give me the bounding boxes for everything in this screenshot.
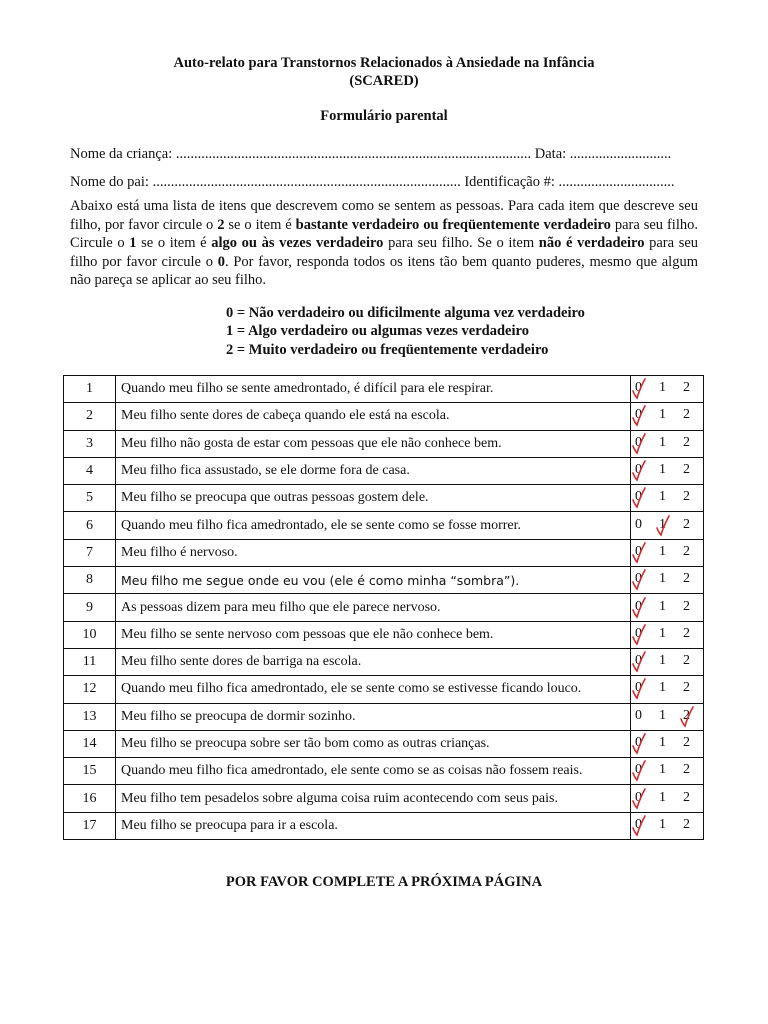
table-row [64, 785, 704, 812]
answer-options [631, 813, 703, 839]
id-field[interactable]: ................................ [558, 174, 675, 190]
parent-name-row [70, 174, 698, 191]
check-mark-icon [630, 485, 648, 511]
table-row [64, 758, 704, 785]
item-question: Meu filho fica assustado, se ele dorme fora de casa. [116, 457, 631, 484]
instructions-text: Abaixo está uma lista de itens que descrevem como se sentem as pessoas. Para cada item que descreve seu filho, por favor circule o [70, 198, 698, 233]
check-mark-icon [630, 676, 648, 702]
item-answer-cell [631, 539, 704, 566]
answer-option-0[interactable]: 0 [635, 789, 642, 805]
form-acronym: (SCARED) [349, 73, 419, 89]
legend-2: 2 = Muito verdadeiro ou freqüentemente verdadeiro [226, 342, 549, 358]
answer-option-2[interactable]: 2 [683, 816, 690, 832]
answer-option-2[interactable]: 2 [683, 680, 690, 696]
item-answer-cell [631, 785, 704, 812]
check-mark-icon [630, 458, 648, 484]
answer-option-1[interactable]: 1 [659, 735, 666, 750]
table-row [64, 703, 704, 730]
item-number: 16 [64, 785, 116, 812]
child-name-field[interactable]: .................................................................................................. [175, 146, 532, 162]
check-mark-icon [630, 431, 648, 457]
answer-options [631, 458, 703, 484]
items-table [63, 375, 704, 840]
table-row [64, 621, 704, 648]
item-answer-cell [631, 485, 704, 512]
id-label: Identificação #: [464, 174, 555, 190]
item-question: Quando meu filho fica amedrontado, ele se sente como se estivesse ficando louco. [116, 676, 631, 703]
check-mark-icon [630, 376, 648, 402]
instructions-text: para seu filho. Se o item [383, 235, 539, 252]
table-row [64, 512, 704, 539]
check-mark-icon [630, 567, 648, 593]
item-number: 3 [64, 430, 116, 457]
answer-option-0[interactable]: 0 [635, 762, 642, 778]
answer-option-1[interactable]: 1 [659, 707, 666, 723]
check-mark-icon [630, 595, 648, 621]
item-question: Meu filho sente dores de cabeça quando ele está na escola. [116, 403, 631, 430]
answer-option-0[interactable]: 0 [635, 571, 642, 587]
answer-option-0[interactable]: 0 [635, 407, 642, 423]
answer-option-0[interactable]: 0 [635, 625, 642, 641]
answer-options [631, 431, 703, 457]
answer-option-2[interactable]: 2 [683, 489, 690, 505]
item-number: 14 [64, 730, 116, 757]
table-row [64, 485, 704, 512]
check-mark-icon [630, 403, 648, 429]
item-question: Meu filho tem pesadelos sobre alguma coisa ruim acontecendo com seus pais. [116, 785, 631, 812]
answer-option-1[interactable]: 1 [659, 380, 666, 396]
table-row [64, 567, 704, 594]
check-mark-icon [630, 731, 648, 757]
answer-option-1[interactable]: 1 [659, 516, 666, 532]
item-number: 7 [64, 539, 116, 566]
table-row [64, 430, 704, 457]
item-number: 15 [64, 758, 116, 785]
form-type: Formulário parental [320, 108, 448, 124]
instructions-bold: algo ou às vezes verdadeiro [211, 235, 384, 252]
answer-options [631, 622, 703, 648]
answer-options [631, 704, 703, 730]
item-answer-cell [631, 594, 704, 621]
item-question: Meu filho se preocupa sobre ser tão bom como as outras crianças. [116, 730, 631, 757]
item-number: 2 [64, 403, 116, 430]
item-answer-cell [631, 403, 704, 430]
date-label: Data: [534, 146, 567, 162]
check-mark-icon [630, 622, 648, 648]
check-mark-icon [654, 513, 672, 539]
answer-option-0[interactable]: 0 [635, 816, 642, 832]
answer-option-1[interactable]: 1 [659, 789, 666, 805]
check-mark-icon [630, 540, 648, 566]
item-question: Meu filho não gosta de estar com pessoas que ele não conhece bem. [116, 430, 631, 457]
item-question: Meu filho se preocupa que outras pessoas gostem dele. [116, 485, 631, 512]
child-name-row [70, 146, 698, 163]
answer-option-1[interactable]: 1 [659, 653, 666, 669]
answer-options [631, 676, 703, 702]
answer-option-2[interactable]: 2 [683, 380, 690, 396]
answer-option-0[interactable]: 0 [635, 462, 642, 478]
check-mark-icon [630, 813, 648, 839]
item-question: Meu filho sente dores de barriga na escola. [116, 648, 631, 675]
form-title: Auto-relato para Transtornos Relacionados à Ansiedade na Infância [173, 55, 595, 71]
answer-option-2[interactable]: 2 [683, 516, 690, 532]
answer-option-1[interactable]: 1 [659, 816, 666, 832]
table-row [64, 403, 704, 430]
items-table-body [64, 376, 704, 840]
answer-option-2[interactable]: 2 [683, 735, 690, 750]
instructions-bold: bastante verdadeiro ou freqüentemente verdadeiro [295, 216, 611, 233]
table-row [64, 730, 704, 757]
answer-option-2[interactable]: 2 [683, 707, 690, 723]
answer-option-2[interactable]: 2 [683, 762, 690, 778]
answer-option-0[interactable]: 0 [635, 434, 642, 450]
item-answer-cell [631, 758, 704, 785]
instructions-bold: 1 [129, 235, 137, 252]
item-question: Meu filho é nervoso. [116, 539, 631, 566]
item-question: Quando meu filho fica amedrontado, ele se sente como se fosse morrer. [116, 512, 631, 539]
answer-options [631, 540, 703, 566]
item-answer-cell [631, 812, 704, 839]
answer-option-2[interactable]: 2 [683, 462, 690, 478]
answer-option-2[interactable]: 2 [683, 434, 690, 450]
answer-option-2[interactable]: 2 [683, 653, 690, 669]
item-question: Meu filho se preocupa para ir a escola. [116, 812, 631, 839]
item-answer-cell [631, 512, 704, 539]
check-mark-icon [630, 758, 648, 784]
item-number: 1 [64, 376, 116, 403]
item-number: 9 [64, 594, 116, 621]
item-question: Quando meu filho fica amedrontado, ele sente como se as coisas não fossem reais. [116, 758, 631, 785]
answer-option-1[interactable]: 1 [659, 434, 666, 450]
answer-option-1[interactable]: 1 [659, 407, 666, 423]
answer-options [631, 786, 703, 812]
instructions-text: para seu filho por favor circule o [70, 235, 699, 270]
item-number: 8 [64, 567, 116, 594]
item-answer-cell [631, 567, 704, 594]
item-answer-cell [631, 676, 704, 703]
table-row [64, 812, 704, 839]
check-mark-icon [678, 704, 696, 730]
item-answer-cell [631, 648, 704, 675]
table-row [64, 648, 704, 675]
date-field[interactable]: ............................ [569, 146, 672, 162]
item-question: Meu filho se sente nervoso com pessoas que ele não conhece bem. [116, 621, 631, 648]
answer-options [631, 513, 703, 539]
instructions-bold: não é verdadeiro [538, 235, 645, 252]
answer-option-2[interactable]: 2 [683, 789, 690, 805]
answer-options [631, 758, 703, 784]
answer-option-0[interactable]: 0 [635, 489, 642, 505]
instructions-paragraph [70, 197, 698, 290]
answer-option-1[interactable]: 1 [659, 625, 666, 641]
answer-option-0[interactable]: 0 [635, 598, 642, 614]
answer-option-0[interactable]: 0 [635, 653, 642, 669]
check-mark-icon [630, 786, 648, 812]
answer-options [631, 649, 703, 675]
instructions-bold: 0 [217, 253, 225, 270]
answer-option-0[interactable]: 0 [635, 543, 642, 559]
table-row [64, 676, 704, 703]
child-name-label: Nome da criança: [70, 146, 173, 162]
answer-options [631, 595, 703, 621]
table-row [64, 539, 704, 566]
item-number: 5 [64, 485, 116, 512]
instructions-text: para seu filho. Circule o [70, 216, 698, 252]
answer-option-2[interactable]: 2 [683, 625, 690, 641]
answer-option-1[interactable]: 1 [659, 462, 666, 478]
item-number: 13 [64, 703, 116, 730]
answer-option-0[interactable]: 0 [635, 516, 642, 532]
answer-option-0[interactable]: 0 [635, 735, 642, 750]
answer-option-2[interactable]: 2 [683, 407, 690, 423]
item-number: 11 [64, 648, 116, 675]
answer-options [631, 485, 703, 511]
legend-0: 0 = Não verdadeiro ou dificilmente alguma vez verdadeiro [226, 305, 585, 321]
item-question: As pessoas dizem para meu filho que ele parece nervoso. [116, 594, 631, 621]
check-mark-icon [630, 649, 648, 675]
item-question: Meu filho se preocupa de dormir sozinho. [116, 703, 631, 730]
answer-options [631, 567, 703, 593]
answer-option-0[interactable]: 0 [635, 680, 642, 696]
item-answer-cell [631, 703, 704, 730]
item-number: 17 [64, 812, 116, 839]
item-answer-cell [631, 730, 704, 757]
answer-option-1[interactable]: 1 [659, 680, 666, 696]
parent-name-label: Nome do pai: [70, 174, 149, 190]
legend-1: 1 = Algo verdadeiro ou algumas vezes verdadeiro [226, 323, 529, 339]
answer-option-0[interactable]: 0 [635, 707, 642, 723]
instructions-text: . Por favor, responda todos os itens tão bem quanto puderes, mesmo que algum não pareça se aplicar ao seu filho. [70, 253, 698, 289]
answer-option-2[interactable]: 2 [683, 598, 690, 614]
item-answer-cell [631, 376, 704, 403]
next-page-notice: POR FAVOR COMPLETE A PRÓXIMA PÁGINA [225, 874, 543, 890]
table-row [64, 457, 704, 484]
answer-option-2[interactable]: 2 [683, 543, 690, 559]
item-answer-cell [631, 457, 704, 484]
answer-options [631, 376, 703, 402]
answer-option-1[interactable]: 1 [659, 762, 666, 778]
item-number: 12 [64, 676, 116, 703]
answer-option-0[interactable]: 0 [635, 380, 642, 396]
item-answer-cell [631, 621, 704, 648]
answer-option-1[interactable]: 1 [659, 571, 666, 587]
instructions-text: se o item é [224, 216, 296, 233]
item-question: Quando meu filho se sente amedrontado, é difícil para ele respirar. [116, 376, 631, 403]
answer-option-2[interactable]: 2 [683, 571, 690, 587]
table-row [64, 594, 704, 621]
parent-name-field[interactable]: ..................................................................................... [152, 174, 461, 190]
answer-option-1[interactable]: 1 [659, 543, 666, 559]
item-number: 10 [64, 621, 116, 648]
instructions-text: se o item é [136, 235, 212, 252]
answer-option-1[interactable]: 1 [659, 489, 666, 505]
item-number: 6 [64, 512, 116, 539]
table-row [64, 376, 704, 403]
answer-options [631, 403, 703, 429]
answer-option-1[interactable]: 1 [659, 598, 666, 614]
item-number: 4 [64, 457, 116, 484]
answer-options [631, 731, 703, 757]
item-question: Meu filho me segue onde eu vou (ele é como minha “sombra”). [116, 567, 631, 594]
instructions-bold: 2 [217, 216, 225, 233]
item-answer-cell [631, 430, 704, 457]
